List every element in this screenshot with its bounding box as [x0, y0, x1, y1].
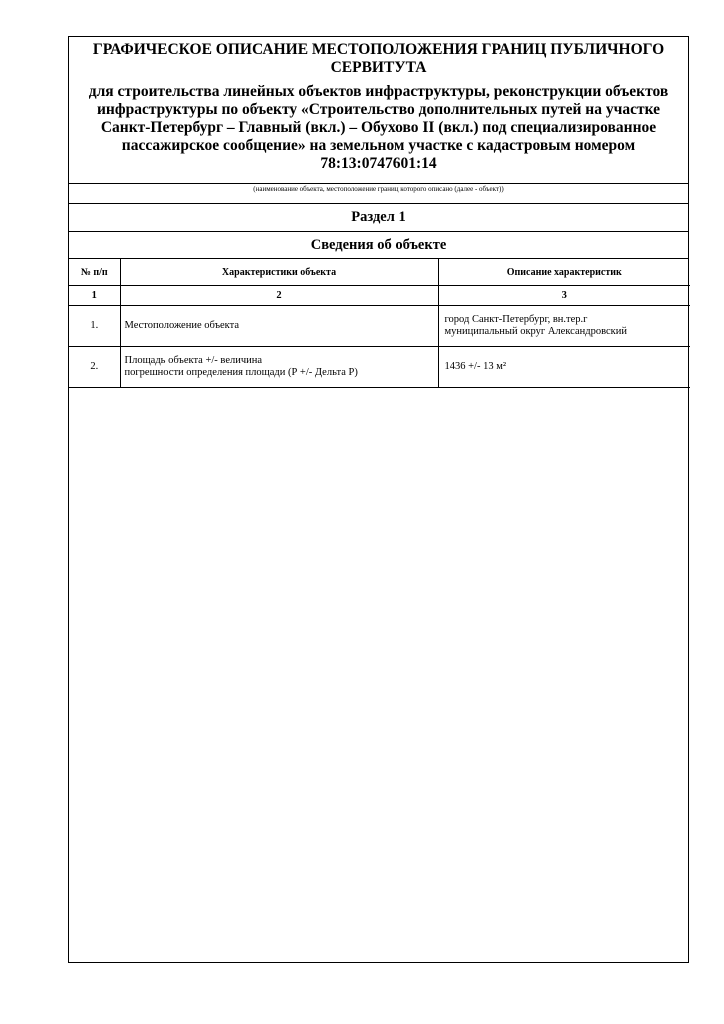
row-characteristic — [120, 347, 438, 388]
column-number: 1 — [69, 286, 120, 306]
description-line: город Санкт-Петербург, вн.тер.г — [444, 314, 588, 325]
section-heading: Раздел 1 — [69, 204, 688, 232]
title-block — [69, 37, 688, 184]
column-number: 2 — [120, 286, 438, 306]
column-number: 3 — [438, 286, 690, 306]
row-description — [438, 306, 690, 347]
section-title: Сведения об объекте — [69, 232, 688, 259]
column-number-row — [69, 286, 690, 306]
header-description: Описание характеристик — [438, 259, 690, 286]
document-title: ГРАФИЧЕСКОЕ ОПИСАНИЕ МЕСТОПОЛОЖЕНИЯ ГРАНИЦ ПУБЛИЧНОГО СЕРВИТУТА — [92, 41, 665, 76]
header-characteristic: Характеристики объекта — [120, 259, 438, 286]
row-number: 2. — [69, 347, 120, 388]
document-frame — [68, 36, 689, 963]
table-row — [69, 347, 690, 388]
row-characteristic: Местоположение объекта — [120, 306, 438, 347]
object-caption: (наименование объекта, местоположение границ которого описано (далее - объект)) — [69, 184, 688, 204]
document-subtitle: для строительства линейных объектов инфраструктуры, реконструкции объектов инфраструктуры по объекту «Строительство дополнительных путей на участке Санкт-Петербург – Главный (вкл.) – Обухово II (вкл.) под специализированное пассажирское сообщение» на земельном участке с кадастровым номером 78:13:0747601:14 — [88, 83, 669, 172]
row-description: 1436 +/- 13 м² — [438, 347, 690, 388]
header-number: № п/п — [69, 259, 120, 286]
object-info-table — [69, 259, 690, 388]
description-line: муниципальный округ Александровский — [444, 326, 627, 337]
characteristic-line: Площадь объекта +/- величина — [124, 355, 263, 366]
table-header-row — [69, 259, 690, 286]
table-row — [69, 306, 690, 347]
characteristic-line: погрешности определения площади (Р +/- Дельта Р) — [124, 367, 358, 378]
row-number: 1. — [69, 306, 120, 347]
